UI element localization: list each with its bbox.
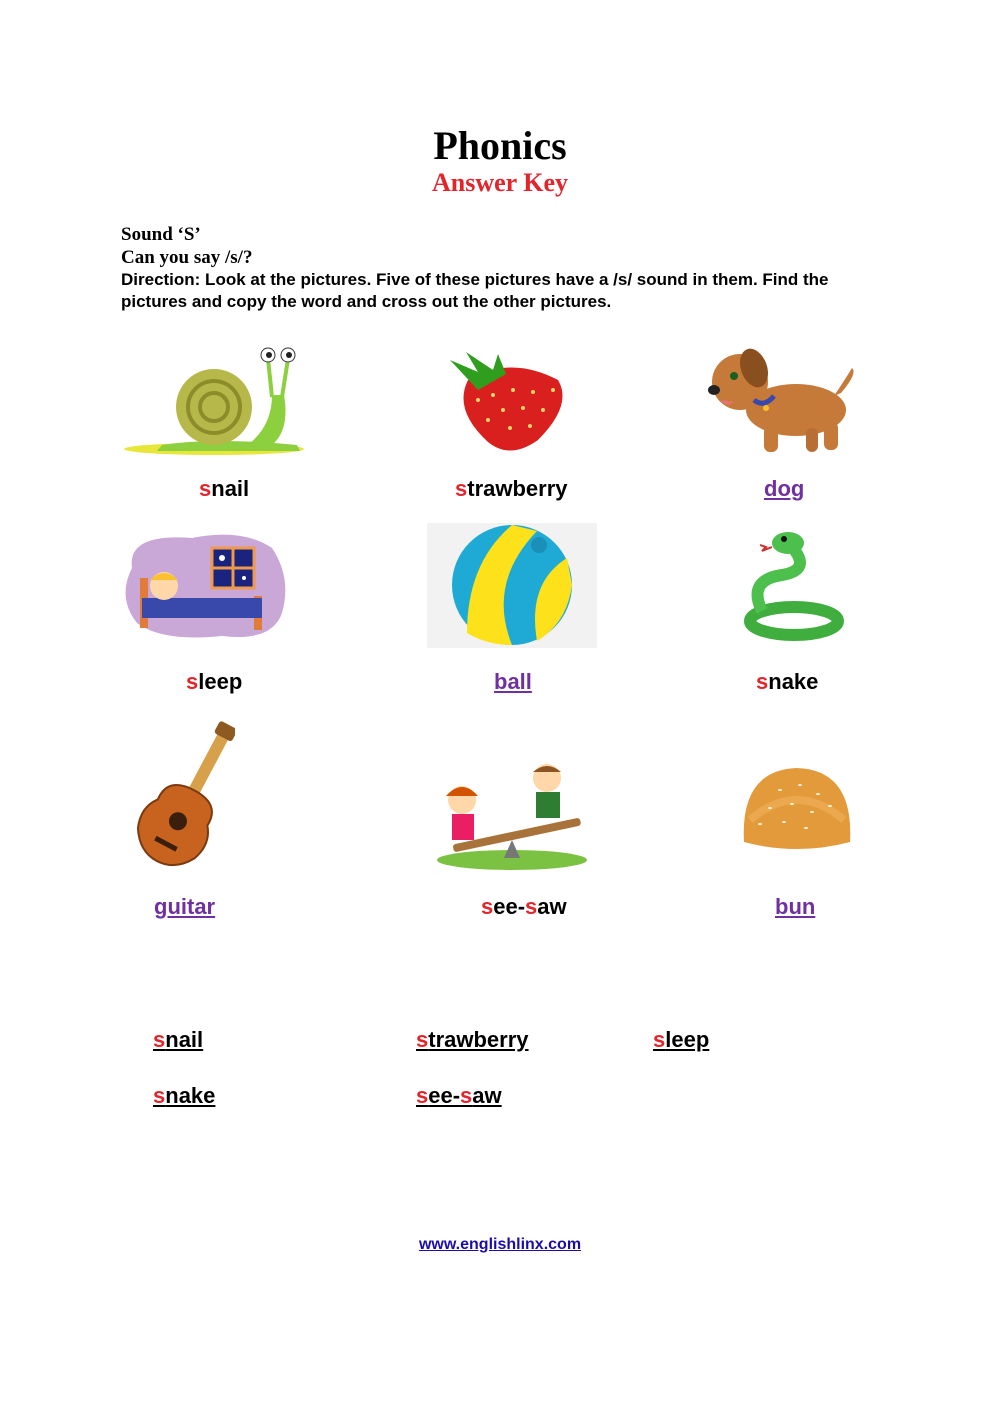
s-letter: s — [525, 894, 538, 919]
page-title: Phonics — [433, 123, 567, 168]
word-see-saw — [481, 894, 567, 920]
s-letter: s — [756, 669, 769, 694]
word-rest: nail — [211, 476, 250, 501]
answer-see-saw — [416, 1083, 502, 1109]
word-dog: dog — [764, 476, 805, 501]
word-strawberry — [455, 476, 568, 502]
answer-snail — [153, 1027, 203, 1053]
answer-snake — [153, 1083, 215, 1109]
ball-icon — [427, 523, 597, 648]
snail-icon — [122, 345, 307, 457]
word-sleep — [186, 669, 242, 695]
word-guitar: guitar — [154, 894, 216, 919]
page-subtitle: Answer Key — [431, 168, 568, 197]
word-snake — [756, 669, 818, 695]
word-mid: ee- — [493, 894, 526, 919]
see-saw-icon — [432, 760, 592, 872]
word-rest: leep — [198, 669, 243, 694]
s-letter: s — [455, 476, 468, 501]
guitar-icon — [135, 718, 235, 870]
answer-sleep — [653, 1027, 709, 1053]
s-letter: s — [153, 1083, 166, 1108]
snake-icon — [732, 525, 854, 647]
sound-label: Sound ‘S’ — [121, 224, 201, 245]
answer-strawberry — [416, 1027, 529, 1053]
question-text: Can you say /s/? — [121, 247, 253, 268]
s-letter: s — [153, 1027, 166, 1052]
strawberry-icon — [448, 350, 573, 455]
answer-end: aw — [472, 1083, 502, 1108]
s-letter: s — [481, 894, 494, 919]
answer-rest: nail — [165, 1027, 204, 1052]
s-letter: s — [653, 1027, 666, 1052]
word-bun: bun — [775, 894, 816, 919]
word-rest: nake — [768, 669, 819, 694]
answer-rest: leep — [665, 1027, 710, 1052]
bun-icon — [740, 760, 854, 856]
word-end: aw — [537, 894, 567, 919]
answer-rest: trawberry — [428, 1027, 529, 1052]
s-letter: s — [416, 1027, 429, 1052]
s-letter: s — [199, 476, 212, 501]
sleeping-child-icon — [122, 528, 288, 642]
answer-rest: nake — [165, 1083, 216, 1108]
s-letter: s — [416, 1083, 429, 1108]
direction-text: Direction: Look at the pictures. Five of these pictures have a /s/ sound in them. Find the pictures and copy the word and cross out the other pictures. — [121, 270, 829, 311]
word-rest: trawberry — [467, 476, 568, 501]
s-letter: s — [186, 669, 199, 694]
word-snail — [199, 476, 249, 502]
word-ball: ball — [494, 669, 532, 694]
s-letter: s — [460, 1083, 473, 1108]
dog-icon — [706, 348, 858, 456]
footer-link[interactable]: www.englishlinx.com — [418, 1236, 582, 1253]
answer-mid: ee- — [428, 1083, 461, 1108]
